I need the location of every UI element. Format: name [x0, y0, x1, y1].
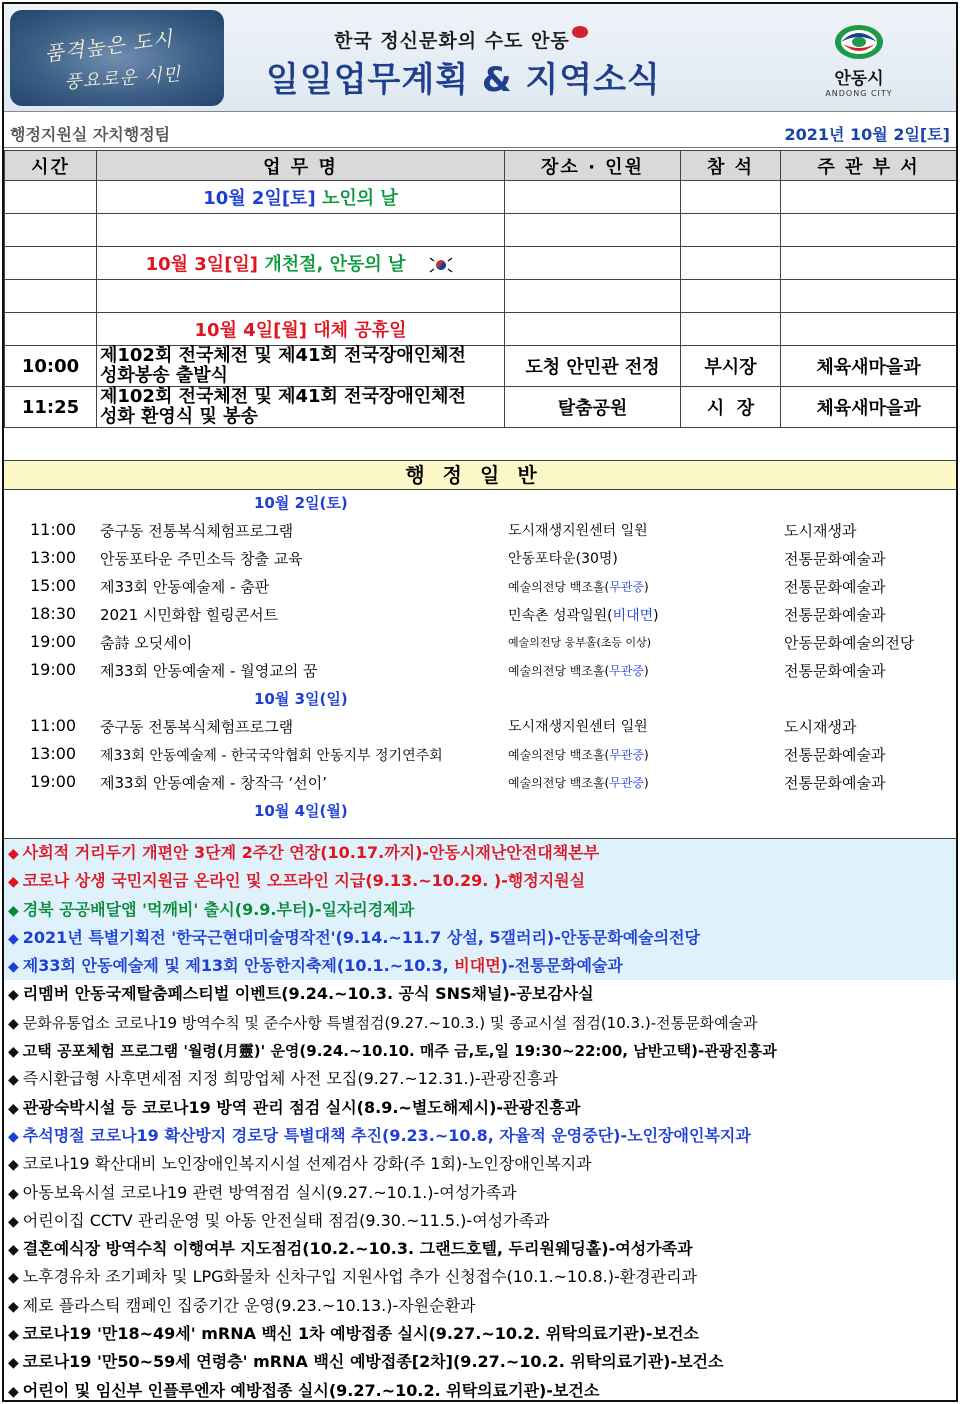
diamond-bullet-icon: ◆ [8, 1044, 19, 1061]
header-task: 업 무 명 [97, 151, 505, 181]
row-dept: 체육새마을과 [781, 387, 957, 428]
item-place: 도시재생지원센터 일원 [508, 719, 648, 735]
news-item [4, 1263, 956, 1291]
page-title: 일일업무계획 & 지역소식 [266, 60, 661, 100]
item-task: 제33회 안동예술제 - 월영교의 꿈 [100, 662, 318, 680]
special-day-name: 개천절, 안동의 날 [258, 254, 406, 275]
header-dept: 주 관 부 서 [781, 151, 957, 181]
schedule-table [4, 150, 957, 428]
header-banner [4, 4, 956, 112]
item-place: 도시재생지원센터 일원 [508, 523, 648, 539]
news-item [4, 1377, 956, 1402]
news-text: 결혼예식장 방역수칙 이행여부 지도점검(10.2.~10.3. 그랜드호텔, 두리원웨딩홀)-여성가족과 [22, 1239, 693, 1259]
table-row [5, 387, 957, 428]
diamond-bullet-icon: ◆ [8, 1213, 19, 1230]
header-place: 장소 · 인원 [505, 151, 681, 181]
andong-logo-icon [833, 22, 885, 62]
news-item [4, 839, 956, 867]
news-item [4, 1179, 956, 1207]
table-row [5, 280, 957, 313]
diamond-bullet-icon: ◆ [8, 1270, 19, 1287]
diamond-bullet-icon: ◆ [8, 902, 19, 919]
diamond-bullet-icon: ◆ [8, 930, 19, 947]
news-text: 코로나19 '만50~59세 연령층' mRNA 백신 예방접종[2차](9.27.~10.2. 위탁의료기관)-보건소 [22, 1352, 724, 1372]
row-dept: 체육새마을과 [781, 346, 957, 387]
item-time: 19:00 [30, 632, 77, 651]
news-text: 코로나19 확산대비 노인장애인복지시설 선제검사 강화(주 1회)-노인장애인복지과 [22, 1154, 592, 1174]
item-time: 13:00 [30, 744, 77, 763]
news-item [4, 980, 956, 1008]
banner-subtitle [334, 26, 588, 53]
special-day [97, 247, 505, 280]
row-attend: 부시장 [681, 346, 781, 387]
row-task-line2: 성화 환영식 및 봉송 [100, 406, 258, 427]
item-place: 안동포타운(30명) [508, 551, 618, 567]
slogan-logo [10, 10, 224, 106]
department-name: 행정지원실 자치행정팀 [10, 125, 171, 144]
diamond-bullet-icon: ◆ [8, 1100, 19, 1117]
news-text: 고택 공포체험 프로그램 '월령(月靈)' 운영(9.24.~10.10. 매주 금,토,일 19:30~22:00, 남반고택)-관광진흥과 [22, 1042, 777, 1061]
news-item [4, 1320, 956, 1348]
item-task: 중구동 전통복식체험프로그램 [100, 718, 294, 736]
news-text: 코로나19 '만18~49세' mRNA 백신 1차 예방접종 실시(9.27.~10.2. 위탁의료기관)-보건소 [22, 1324, 699, 1344]
special-day-date: 10월 2일[토] [203, 188, 316, 209]
dept-date-row [4, 114, 956, 148]
news-text: 어린이집 CCTV 관리운영 및 아동 안전실태 점검(9.30.~11.5.)-여성가족과 [22, 1210, 550, 1230]
diamond-bullet-icon: ◆ [8, 1185, 19, 1202]
news-item [4, 952, 956, 980]
section-heading: 행정일반 [4, 460, 956, 490]
item-task: 제33회 안동예술제 - 춤판 [100, 578, 270, 596]
row-place: 탈춤공원 [505, 387, 681, 428]
diamond-bullet-icon: ◆ [8, 874, 19, 891]
news-item [4, 1207, 956, 1235]
diamond-bullet-icon: ◆ [8, 1128, 19, 1145]
item-dept: 전통문화예술과 [784, 578, 886, 596]
news-item [4, 1122, 956, 1150]
news-text: )-전통문화예술과 [500, 956, 623, 976]
news-text: 2021년 특별기획전 '한국근현대미술명작전'(9.14.~11.7 상설, 5갤러리)-안동문화예술의전당 [22, 927, 700, 947]
news-item [4, 1292, 956, 1320]
header-time: 시간 [5, 151, 97, 181]
general-date: 10월 2일(토) [254, 494, 348, 512]
item-dept: 전통문화예술과 [784, 662, 886, 680]
news-item [4, 1009, 956, 1037]
row-task-line2: 성화봉송 출발식 [100, 365, 228, 386]
special-day [97, 313, 505, 346]
news-text: 경북 공공배달앱 '먹깨비' 출시(9.9.부터)-일자리경제과 [22, 899, 415, 919]
news-item [4, 1150, 956, 1178]
item-task: 중구동 전통복식체험프로그램 [100, 522, 294, 540]
special-day-date: 10월 3일[일] [145, 254, 259, 275]
table-row [5, 247, 957, 280]
row-attend: 시 장 [681, 387, 781, 428]
item-time: 11:00 [30, 716, 77, 735]
diamond-bullet-icon: ◆ [8, 1015, 19, 1032]
row-task-line1: 제102회 전국체전 및 제41회 전국장애인체전 [100, 345, 466, 366]
city-name: 안동시 [834, 69, 884, 89]
item-place: 예술의전당 백조홀(무관중) [508, 776, 649, 790]
item-time: 15:00 [30, 576, 77, 595]
row-task [97, 387, 505, 428]
news-text: 관광숙박시설 등 코로나19 방역 관리 점검 실시(8.9.~별도해제시)-관광진흥과 [22, 1097, 581, 1117]
item-task: 안동포타운 주민소득 창출 교육 [100, 550, 303, 568]
news-item [4, 867, 956, 895]
item-dept: 안동문화예술의전당 [784, 634, 915, 652]
item-time: 11:00 [30, 520, 77, 539]
news-list [4, 838, 956, 1402]
news-item [4, 1037, 956, 1065]
news-item [4, 1065, 956, 1093]
item-dept: 전통문화예술과 [784, 550, 886, 568]
table-row [5, 214, 957, 247]
item-task: 춤詩 오딧세이 [100, 634, 193, 652]
banner-subtitle-text: 한국 정신문화의 수도 안동 [334, 30, 570, 52]
news-item [4, 896, 956, 924]
news-text: 제로 플라스틱 캠페인 집중기간 운영(9.23.~10.13.)-자원순환과 [22, 1295, 476, 1315]
news-text-highlight: 비대면 [454, 956, 501, 976]
document-date: 2021년 10월 2일[토] [784, 125, 950, 144]
general-date: 10월 3일(일) [254, 690, 348, 708]
document-frame [2, 2, 958, 1402]
news-text: 즉시환급형 사후면세점 지정 희망업체 사전 모집(9.27.~12.31.)-관광진흥과 [22, 1069, 558, 1089]
header-attend: 참 석 [681, 151, 781, 181]
diamond-bullet-icon: ◆ [8, 987, 19, 1004]
item-dept: 도시재생과 [784, 522, 857, 540]
item-place: 민속촌 성곽일원(비대면) [508, 608, 659, 624]
item-place: 예술의전당 백조홀(무관중) [508, 748, 649, 762]
diamond-bullet-icon: ◆ [8, 1072, 19, 1089]
diamond-bullet-icon: ◆ [8, 1383, 19, 1400]
general-date: 10월 4일(월) [254, 802, 348, 820]
news-text: 제33회 안동예술제 및 제13회 안동한지축제(10.1.~10.3, [22, 956, 455, 976]
news-item [4, 924, 956, 952]
diamond-bullet-icon: ◆ [8, 846, 19, 862]
row-time: 11:25 [5, 387, 97, 428]
general-schedule-list [4, 490, 956, 834]
news-text: 어린이 및 임신부 인플루엔자 예방접종 실시(9.27.~10.2. 위탁의료기관)-보건소 [22, 1380, 600, 1400]
news-text: 추석명절 코로나19 확산방지 경로당 특별대책 추진(9.23.~10.8, 자율적 운영중단)-노인장애인복지과 [22, 1125, 751, 1145]
diamond-bullet-icon: ◆ [8, 1327, 19, 1344]
slogan-line-2: 풍요로운 시민 [63, 63, 182, 94]
item-time: 18:30 [30, 604, 77, 623]
news-text: 아동보육시설 코로나19 관련 방역점검 실시(9.27.~10.1.)-여성가족과 [22, 1182, 517, 1202]
item-place: 예술의전당 백조홀(무관중) [508, 664, 649, 678]
table-row [5, 346, 957, 387]
item-task: 2021 시민화합 힐링콘서트 [100, 606, 279, 624]
diamond-bullet-icon: ◆ [8, 959, 19, 976]
special-day-date: 10월 4일[월] [194, 320, 307, 341]
special-day-name: 대체 공휴일 [306, 320, 407, 341]
news-text: 리멤버 안동국제탈춤페스티벌 이벤트(9.24.~10.3. 공식 SNS채널)-공보감사실 [22, 984, 594, 1004]
news-text: 문화유통업소 코로나19 방역수칙 및 준수사항 특별점검(9.27.~10.3.) 및 종교시설 점검(10.3.)-전통문화예술과 [22, 1013, 758, 1032]
item-time: 19:00 [30, 772, 77, 791]
city-logo [804, 22, 914, 102]
special-day-name: 노인의 날 [315, 188, 398, 209]
news-text: 노후경유차 조기폐차 및 LPG화물차 신차구입 지원사업 추가 신청접수(10.1.~10.8.)-환경관리과 [22, 1267, 698, 1287]
diamond-bullet-icon: ◆ [8, 1242, 19, 1259]
slogan-line-1: 품격높은 도시 [43, 26, 175, 66]
item-task: 제33회 안동예술제 - 한국국악협회 안동지부 정기연주회 [100, 748, 443, 764]
item-dept: 전통문화예술과 [784, 606, 886, 624]
row-task-line1: 제102회 전국체전 및 제41회 전국장애인체전 [100, 386, 466, 407]
news-text: 코로나 상생 국민지원금 온라인 및 오프라인 지급(9.13.~10.29. )-행정지원실 [22, 871, 586, 891]
item-task: 제33회 안동예술제 - 창작극 ‘선이’ [100, 774, 327, 792]
item-dept: 전통문화예술과 [784, 746, 886, 764]
special-day [97, 181, 505, 214]
table-row [5, 181, 957, 214]
item-place: 예술의전당 웅부홀(초등 이상) [508, 636, 652, 649]
table-header-row [5, 151, 957, 181]
korea-flag-icon [427, 255, 455, 275]
row-place: 도청 안민관 전정 [505, 346, 681, 387]
item-place: 예술의전당 백조홀(무관중) [508, 580, 649, 594]
news-item [4, 1348, 956, 1376]
diamond-bullet-icon: ◆ [8, 1298, 19, 1315]
item-dept: 도시재생과 [784, 718, 857, 736]
diamond-bullet-icon: ◆ [8, 1157, 19, 1174]
city-english-name: ANDONG CITY [825, 89, 893, 98]
table-row [5, 313, 957, 346]
diamond-bullet-icon: ◆ [8, 1355, 19, 1372]
badge-icon [572, 26, 588, 38]
row-task [97, 346, 505, 387]
item-time: 19:00 [30, 660, 77, 679]
item-dept: 전통문화예술과 [784, 774, 886, 792]
item-time: 13:00 [30, 548, 77, 567]
row-time: 10:00 [5, 346, 97, 387]
news-item [4, 1094, 956, 1122]
news-item [4, 1235, 956, 1263]
news-text: 사회적 거리두기 개편안 3단계 2주간 연장(10.17.까지)-안동시재난안전대책본부 [22, 843, 600, 862]
